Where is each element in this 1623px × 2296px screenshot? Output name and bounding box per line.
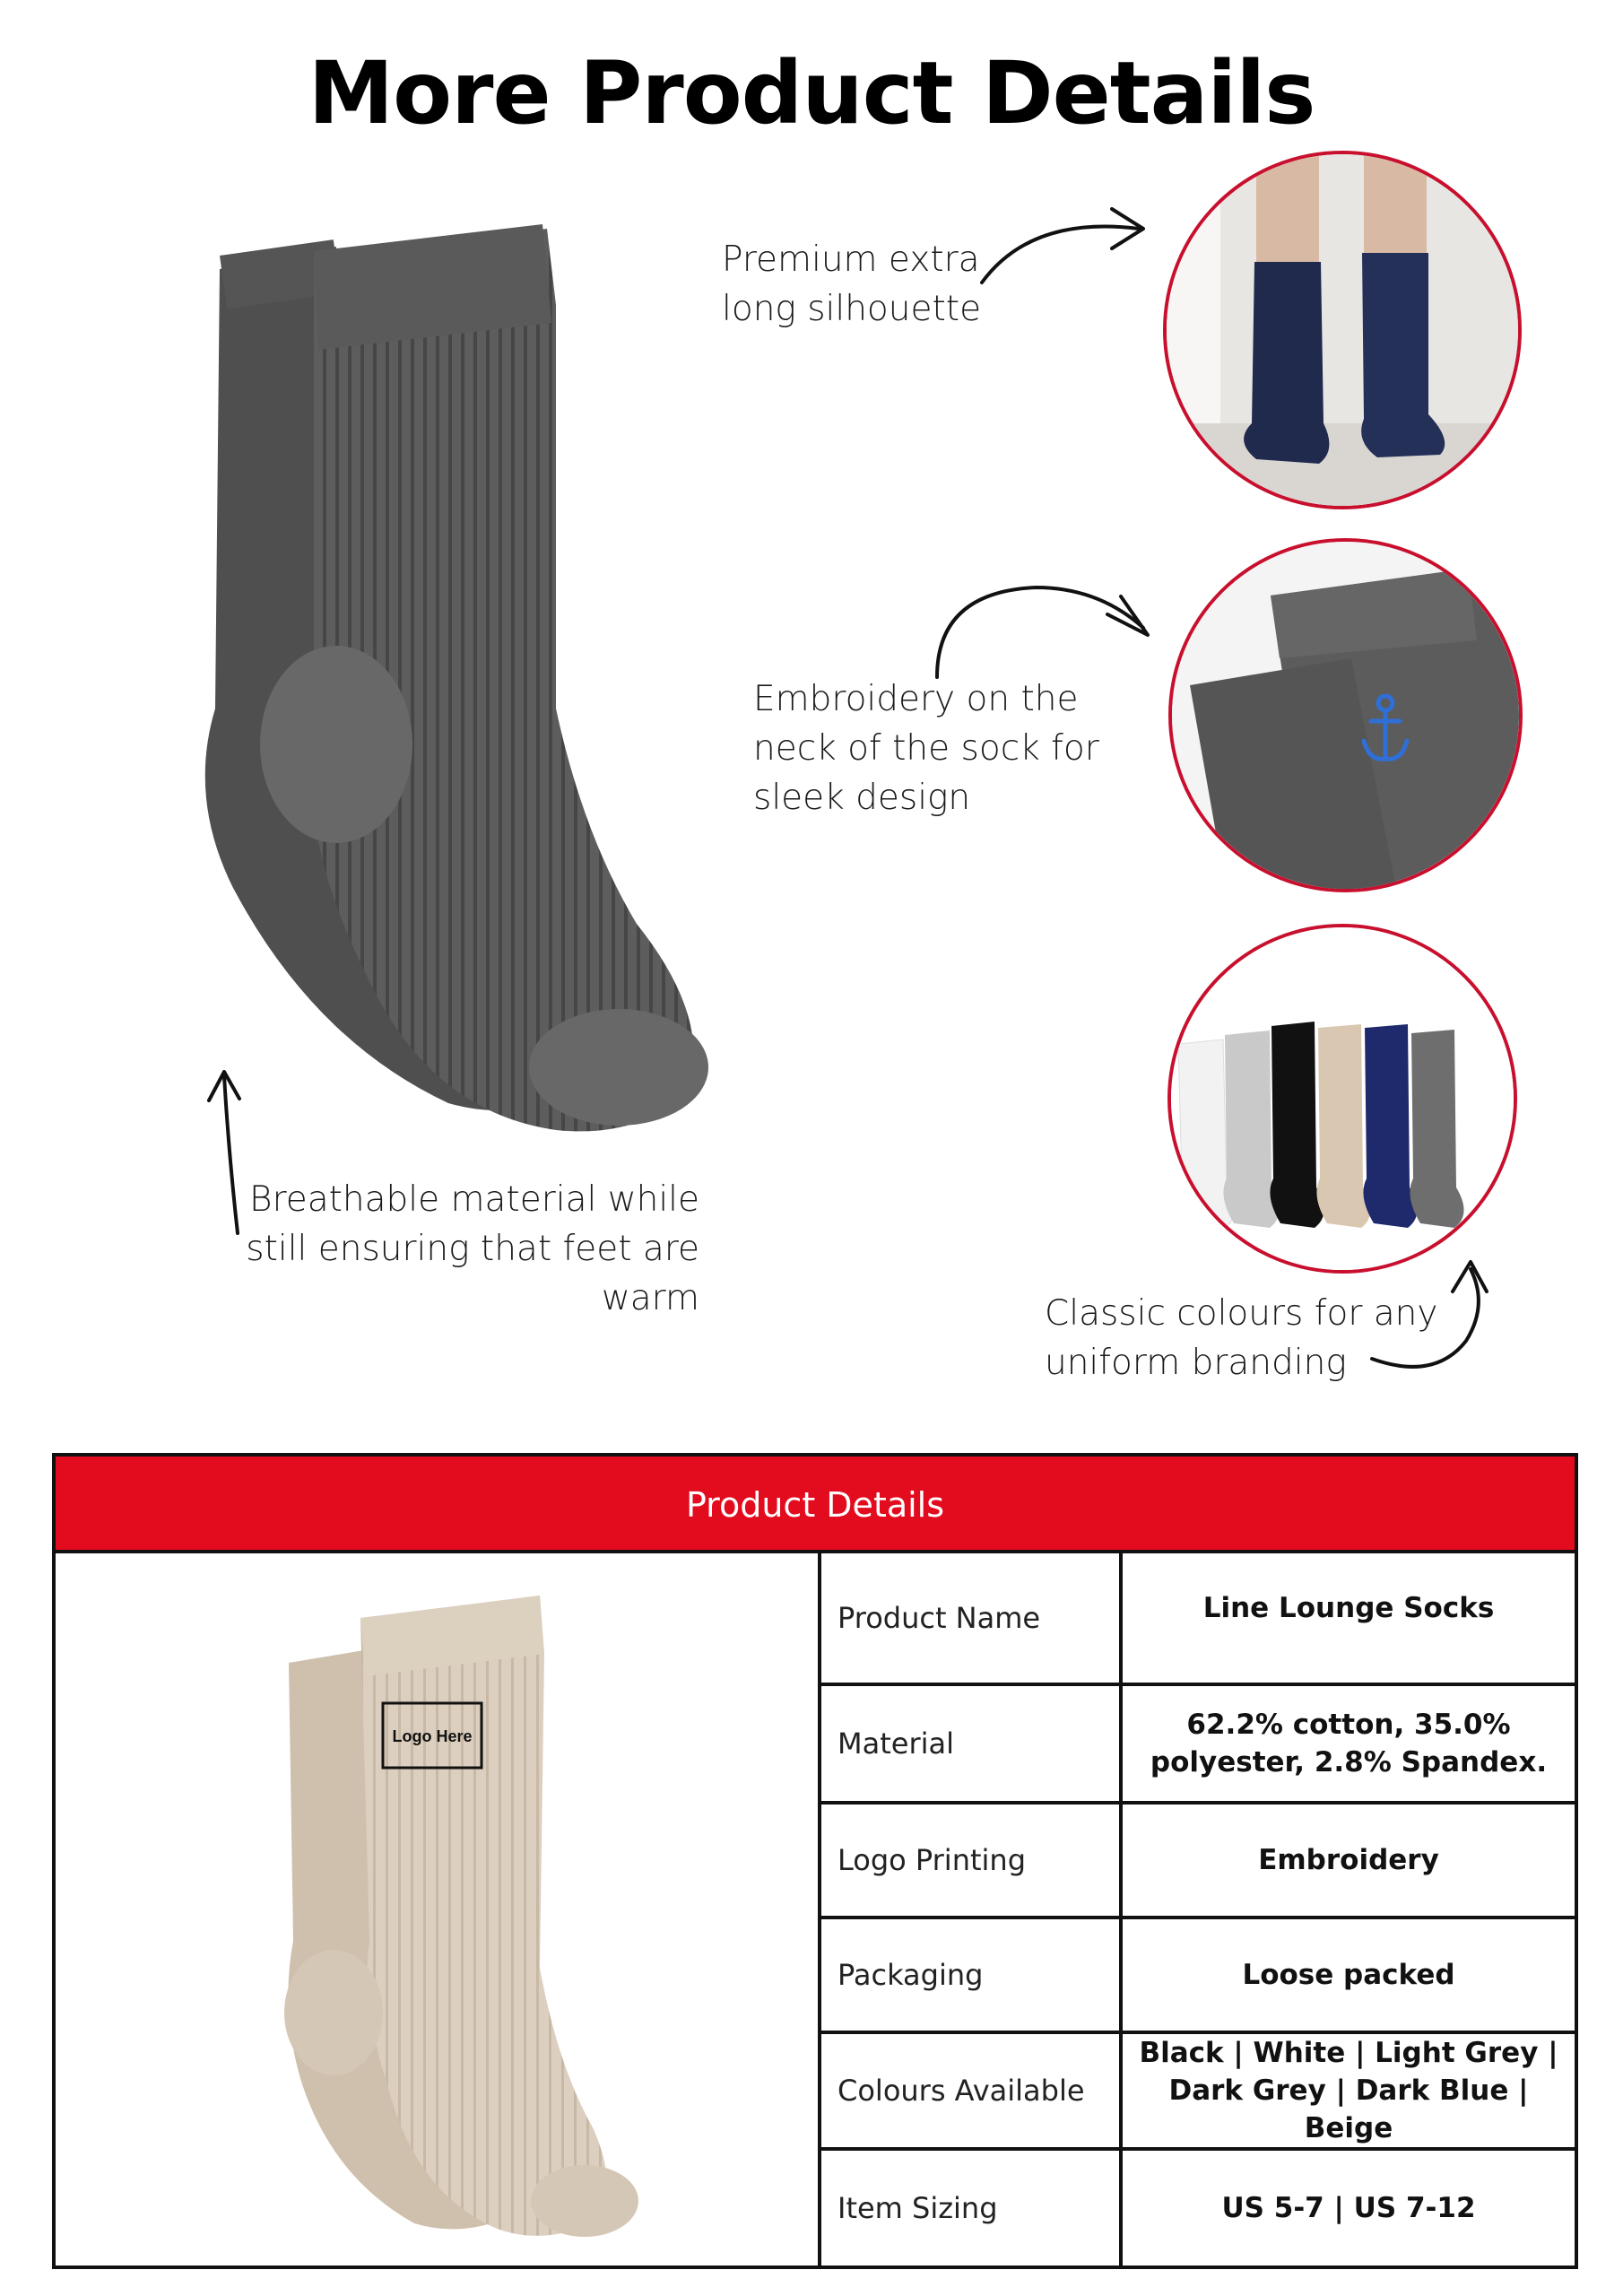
row-label: Item Sizing [821,2151,1123,2266]
table-row [821,2151,1575,2266]
table-row [821,1805,1575,1919]
callout-silhouette-line-1: Premium extra [722,239,980,280]
row-label: Material [821,1686,1123,1801]
arrow-silhouette-icon [977,202,1157,291]
sock-colours-image [1167,924,1517,1274]
callout-silhouette-line-2: long silhouette [722,289,982,329]
callout-embroidery-line-2: neck of the sock for [753,728,1099,769]
table-row [821,1919,1575,2034]
callout-breathable-line-3: warm [601,1278,699,1318]
callout-embroidery-line-1: Embroidery on the [753,679,1079,719]
embroidery-closeup-image [1168,538,1523,892]
product-details-header: Product Details [56,1457,1575,1553]
row-label: Product Name [821,1553,1123,1683]
row-value: Line Lounge Socks [1202,1592,1495,1624]
row-label: Packaging [821,1919,1123,2031]
arrow-breathable-icon [202,1063,256,1242]
row-value: 62.2% cotton, 35.0% polyester, 2.8% Spandex. [1150,1709,1548,1779]
logo-placeholder-label: Logo Here [392,1727,473,1745]
row-label: Colours Available [821,2034,1123,2147]
row-label: Logo Printing [821,1805,1123,1916]
row-value: Loose packed [1242,1959,1455,1991]
callout-silhouette [722,235,1009,334]
hero-sock-image [135,206,816,1166]
callout-colours-line-2: uniform branding [1045,1343,1347,1383]
table-row [821,1686,1575,1805]
table-row [821,2034,1575,2151]
row-value: US 5-7 | US 7-12 [1221,2192,1476,2224]
callout-breathable-line-1: Breathable material while [249,1179,699,1220]
callout-embroidery-line-3: sleek design [753,778,971,818]
product-details-grid [818,1553,1575,2266]
page-title: More Product Details [308,43,1315,144]
beige-sock-image [235,1582,665,2246]
callout-breathable-line-2: still ensuring that feet are [246,1229,699,1269]
row-value: Embroidery [1258,1844,1439,1876]
arrow-embroidery-icon [928,574,1161,682]
extra-long-silhouette-image [1163,151,1522,509]
callout-colours-line-1: Classic colours for any [1045,1293,1438,1334]
product-details-table [52,1453,1578,2269]
callout-breathable [242,1175,699,1323]
table-row [821,1553,1575,1686]
row-value: Black | White | Light Grey | Dark Grey | Dark Blue | Beige [1139,2037,1558,2144]
callout-embroidery [753,674,1130,822]
arrow-colours-icon [1363,1251,1497,1386]
